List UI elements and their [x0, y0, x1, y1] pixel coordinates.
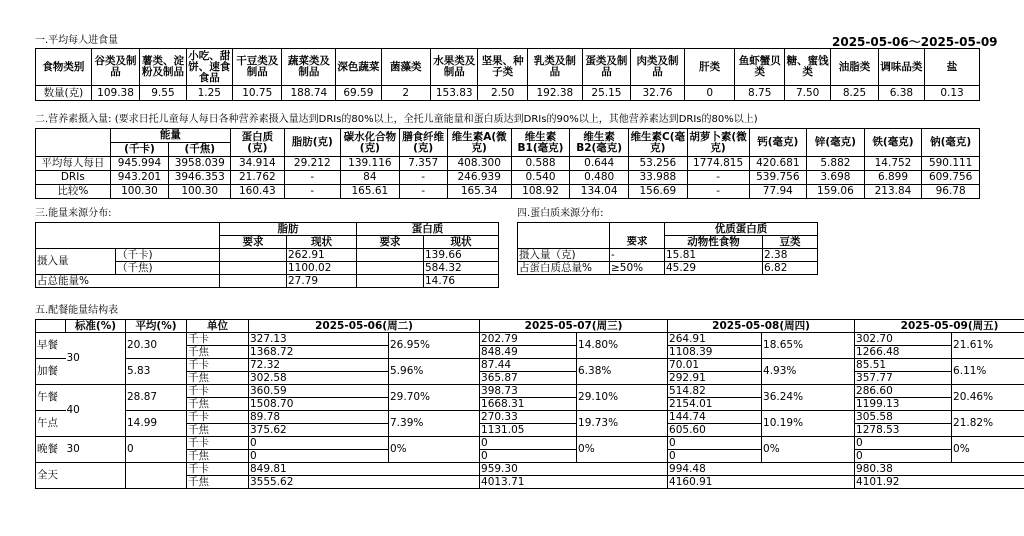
nutrient-value: 0.644 — [570, 157, 629, 171]
nutrient-value: 539.756 — [749, 171, 807, 185]
unit-kcal: 千卡 — [187, 333, 249, 346]
nutrient-value: 53.256 — [629, 157, 688, 171]
kj-header: (千焦) — [169, 143, 231, 157]
food-category-header: 盐 — [925, 49, 980, 86]
fat-percent: 27.79 — [287, 275, 357, 288]
meal-kcal-value: 286.60 — [855, 385, 952, 398]
nutrient-value: 0.540 — [511, 171, 570, 185]
unit-kj: 千焦 — [187, 424, 249, 437]
protein-source-title: 四.蛋白质来源分布: — [517, 208, 604, 219]
meal-percent: 18.65% — [762, 333, 855, 359]
unit-kj: 千焦 — [187, 476, 249, 489]
protein-kcal: 139.66 — [424, 249, 499, 262]
table-row — [36, 333, 1024, 346]
nutrient-row-label: 平均每人每日 — [36, 157, 111, 171]
food-value: 2 — [381, 86, 431, 101]
food-category-header: 蔬菜类及制品 — [282, 49, 336, 86]
food-col-header: 食物类别 — [36, 49, 92, 86]
meal-kcal-value: 87.44 — [480, 359, 577, 372]
nutrient-value: 21.762 — [231, 171, 284, 185]
food-row-label: 数量(克) — [36, 86, 92, 101]
unit-header: 单位 — [187, 320, 249, 333]
nutrient-value: 100.30 — [169, 185, 231, 199]
food-category-header: 谷类及制品 — [91, 49, 139, 86]
meal-kcal-value: 85.51 — [855, 359, 952, 372]
food-value: 153.83 — [431, 86, 478, 101]
food-value: 7.50 — [784, 86, 830, 101]
protein-intake-bean: 2.38 — [763, 249, 818, 262]
nutrient-value: 160.43 — [231, 185, 284, 199]
protein-req-header: 要求 — [357, 236, 424, 249]
nutrient-header: 维生素B1(毫克) — [511, 129, 570, 157]
food-value: 109.38 — [91, 86, 139, 101]
empty-cell — [126, 463, 187, 489]
meal-kj-value: 292.91 — [668, 372, 762, 385]
nutrient-header: 维生素B2(毫克) — [570, 129, 629, 157]
nutrient-value: 139.116 — [341, 157, 400, 171]
food-value: 0 — [684, 86, 735, 101]
food-value: 188.74 — [282, 86, 336, 101]
meal-kcal-value: 144.74 — [668, 411, 762, 424]
table-row — [36, 320, 1024, 333]
nutrient-value: 156.69 — [629, 185, 688, 199]
nutrient-header: 铁(毫克) — [864, 129, 922, 157]
meal-kj-value: 1668.31 — [480, 398, 577, 411]
food-value: 8.25 — [831, 86, 878, 101]
nutrient-value: 420.681 — [749, 157, 807, 171]
meal-name: 午点 — [36, 411, 66, 437]
food-value: 0.13 — [925, 86, 980, 101]
nutrient-value: 134.04 — [570, 185, 629, 199]
food-category-header: 干豆类及制品 — [232, 49, 282, 86]
food-value: 69.59 — [336, 86, 381, 101]
total-kj: 4101.92 — [855, 476, 1024, 489]
table-row — [36, 157, 980, 171]
nutrient-value: 5.882 — [807, 157, 865, 171]
nutrient-value: 1774.815 — [687, 157, 749, 171]
food-category-header: 肉类及制品 — [631, 49, 685, 86]
meal-kcal-value: 360.59 — [249, 385, 389, 398]
nutrient-header: 胡萝卜素(微克) — [687, 129, 749, 157]
meal-kcal-value: 0 — [855, 437, 952, 450]
nutrient-row-label: 比较% — [36, 185, 111, 199]
nutrient-header: 碳水化合物(克) — [341, 129, 400, 157]
meal-kj-value: 0 — [668, 450, 762, 463]
nutrient-header: 锌(毫克) — [807, 129, 865, 157]
meal-name: 午餐 — [36, 385, 66, 411]
meal-percent: 29.70% — [389, 385, 480, 411]
meal-kj-value: 302.58 — [249, 372, 389, 385]
food-value: 32.76 — [631, 86, 685, 101]
meal-kcal-value: 398.73 — [480, 385, 577, 398]
nutrient-value: - — [687, 171, 749, 185]
meal-kj-value: 0 — [480, 450, 577, 463]
meal-standard: 30 — [66, 437, 126, 463]
nutrient-value: 159.06 — [807, 185, 865, 199]
nutrient-value: 165.61 — [341, 185, 400, 199]
meal-kcal-value: 89.78 — [249, 411, 389, 424]
food-category-header: 水果类及制品 — [431, 49, 478, 86]
food-category-header: 菌藻类 — [381, 49, 431, 86]
unit-kj: 千焦 — [187, 346, 249, 359]
unit-kcal: 千卡 — [187, 359, 249, 372]
meal-percent: 7.39% — [389, 411, 480, 437]
percent-label: 占总能量% — [36, 275, 220, 288]
nutrient-value: 3.698 — [807, 171, 865, 185]
food-intake-table — [35, 48, 980, 101]
nutrient-value: - — [284, 171, 341, 185]
meal-kj-value: 1131.05 — [480, 424, 577, 437]
nutrient-value: 84 — [341, 171, 400, 185]
meal-kj-value: 0 — [855, 450, 952, 463]
meal-kcal-value: 270.33 — [480, 411, 577, 424]
meal-percent: 4.93% — [762, 359, 855, 385]
unit-kj: 千焦 — [187, 372, 249, 385]
meal-percent: 36.24% — [762, 385, 855, 411]
fat-header: 脂肪 — [220, 223, 357, 236]
nutrient-value: 0.588 — [511, 157, 570, 171]
food-category-header: 蛋类及制品 — [582, 49, 630, 86]
table-row — [36, 463, 1024, 476]
protein-intake-label: 摄入量（克) — [518, 249, 610, 262]
total-kj: 3555.62 — [249, 476, 480, 489]
meal-kj-value: 1368.72 — [249, 346, 389, 359]
protein-ratio-label: 占蛋白质总量% — [518, 262, 610, 275]
table-row — [36, 411, 1024, 424]
nutrient-value: 3946.353 — [169, 171, 231, 185]
meal-percent: 0% — [389, 437, 480, 463]
unit-kcal: 千卡 — [187, 385, 249, 398]
meals-title: 五.配餐能量结构表 — [35, 305, 119, 316]
nutrient-value: 7.357 — [399, 157, 447, 171]
nutrient-header: 膳食纤维(克) — [399, 129, 447, 157]
empty-corner — [36, 143, 111, 157]
table-row — [36, 385, 1024, 398]
meal-energy-table — [35, 319, 1024, 489]
meal-percent: 6.38% — [577, 359, 668, 385]
food-category-header: 深色蔬菜 — [336, 49, 381, 86]
meal-percent: 0% — [762, 437, 855, 463]
section1-title: 一.平均每人进食量 — [35, 35, 119, 46]
fat-kcal: 262.91 — [287, 249, 357, 262]
nutrient-value: 77.94 — [749, 185, 807, 199]
food-category-header: 小吃、甜饼、速食食品 — [186, 49, 232, 86]
nutrient-header: 维生素A(微克) — [447, 129, 511, 157]
nutrient-value: 14.752 — [864, 157, 922, 171]
meal-kj-value: 1199.13 — [855, 398, 952, 411]
nutrient-value: 165.34 — [447, 185, 511, 199]
meal-kj-value: 357.77 — [855, 372, 952, 385]
protein-intake-animal: 15.81 — [665, 249, 763, 262]
food-category-header: 薯类、淀粉及制品 — [140, 49, 186, 86]
unit-kcal: 千卡 — [187, 411, 249, 424]
food-value: 1.25 — [186, 86, 232, 101]
meal-kj-value: 375.62 — [249, 424, 389, 437]
table-row — [36, 171, 980, 185]
nutrient-header: 脂肪(克) — [284, 129, 341, 157]
nutrient-value: 6.899 — [864, 171, 922, 185]
meal-standard: 40 — [66, 385, 126, 437]
nutrient-value: 246.939 — [447, 171, 511, 185]
date-header: 2025-05-06(周二) — [249, 320, 480, 333]
nutrient-header: 钠(毫克) — [922, 129, 980, 157]
quality-protein-header: 优质蛋白质 — [665, 223, 818, 236]
energy-source-title: 三.能量来源分布: — [35, 208, 112, 219]
food-value: 25.15 — [582, 86, 630, 101]
date-header: 2025-05-07(周三) — [480, 320, 668, 333]
meal-percent: 10.19% — [762, 411, 855, 437]
nutrient-header: 维生素C(毫克) — [629, 129, 688, 157]
meal-standard: 30 — [66, 333, 126, 385]
meal-percent: 26.95% — [389, 333, 480, 359]
empty-corner — [36, 129, 111, 143]
nutrient-value: 943.201 — [110, 171, 169, 185]
meal-kcal-value: 264.91 — [668, 333, 762, 346]
kj-label: （千焦) — [116, 262, 220, 275]
fat-kj: 1100.02 — [287, 262, 357, 275]
nutrient-row-label: DRIs — [36, 171, 111, 185]
meal-kj-value: 848.49 — [480, 346, 577, 359]
protein-header: 蛋白质 — [357, 223, 499, 236]
meal-kj-value: 2154.01 — [668, 398, 762, 411]
meal-kcal-value: 327.13 — [249, 333, 389, 346]
food-value: 9.55 — [140, 86, 186, 101]
date-header: 2025-05-08(周四) — [668, 320, 855, 333]
meal-kj-value: 1278.53 — [855, 424, 952, 437]
meal-kcal-value: 514.82 — [668, 385, 762, 398]
total-kj: 4013.71 — [480, 476, 668, 489]
meal-average: 0 — [126, 437, 187, 463]
total-kcal: 994.48 — [668, 463, 855, 476]
meal-percent: 0% — [952, 437, 1024, 463]
meal-kj-value: 1508.70 — [249, 398, 389, 411]
avg-header: 平均(%) — [126, 320, 187, 333]
empty-corner — [36, 320, 66, 333]
food-category-header: 鱼虾蟹贝类 — [735, 49, 785, 86]
meal-kj-value: 365.87 — [480, 372, 577, 385]
meal-kcal-value: 70.01 — [668, 359, 762, 372]
food-category-header: 糖、蜜饯类 — [784, 49, 830, 86]
food-category-header: 乳类及制品 — [527, 49, 582, 86]
nutrient-value: 590.111 — [922, 157, 980, 171]
food-value: 2.50 — [478, 86, 528, 101]
meal-percent: 29.10% — [577, 385, 668, 411]
table-row — [36, 86, 980, 101]
food-value: 8.75 — [735, 86, 785, 101]
fat-actual-header: 现状 — [287, 236, 357, 249]
food-value: 192.38 — [527, 86, 582, 101]
energy-header: 能量 — [110, 129, 231, 143]
protein-source-table — [517, 222, 818, 275]
meal-percent: 0% — [577, 437, 668, 463]
nutrient-value: 33.988 — [629, 171, 688, 185]
nutrient-table — [35, 128, 980, 199]
total-kcal: 980.38 — [855, 463, 1024, 476]
meal-percent: 19.73% — [577, 411, 668, 437]
food-category-header: 油脂类 — [831, 49, 878, 86]
nutrient-value: 3958.039 — [169, 157, 231, 171]
food-value: 6.38 — [878, 86, 924, 101]
meal-kj-value: 1266.48 — [855, 346, 952, 359]
std-header: 标准(%) — [66, 320, 126, 333]
protein-percent: 14.76 — [424, 275, 499, 288]
meal-percent: 21.61% — [952, 333, 1024, 359]
unit-kcal: 千卡 — [187, 463, 249, 476]
nutrient-value: 408.300 — [447, 157, 511, 171]
nutrient-value: 96.78 — [922, 185, 980, 199]
meal-average: 28.87 — [126, 385, 187, 411]
nutrient-value: - — [284, 185, 341, 199]
meal-percent: 6.11% — [952, 359, 1024, 385]
total-kcal: 959.30 — [480, 463, 668, 476]
nutrient-value: 100.30 — [110, 185, 169, 199]
nutrient-value: 34.914 — [231, 157, 284, 171]
meal-name: 晚餐 — [36, 437, 66, 463]
meal-average: 20.30 — [126, 333, 187, 359]
meal-kj-value: 1108.39 — [668, 346, 762, 359]
table-row — [36, 49, 980, 86]
protein-req-header: 要求 — [610, 236, 665, 249]
unit-kj: 千焦 — [187, 398, 249, 411]
kcal-header: (千卡) — [110, 143, 169, 157]
nutrient-value: 609.756 — [922, 171, 980, 185]
meal-name: 加餐 — [36, 359, 66, 385]
date-range: 2025-05-06～2025-05-09 — [832, 35, 998, 49]
intake-label: 摄入量 — [36, 249, 116, 275]
protein-actual-header: 现状 — [424, 236, 499, 249]
protein-ratio-bean: 6.82 — [763, 262, 818, 275]
nutrient-value: - — [399, 185, 447, 199]
nutrient-value: 0.480 — [570, 171, 629, 185]
table-row — [36, 437, 1024, 450]
table-row — [36, 185, 980, 199]
meal-kcal-value: 302.70 — [855, 333, 952, 346]
nutrient-value: 213.84 — [864, 185, 922, 199]
total-label: 全天 — [36, 463, 126, 489]
nutrient-value: - — [687, 185, 749, 199]
meal-kcal-value: 202.79 — [480, 333, 577, 346]
nutrient-value: 29.212 — [284, 157, 341, 171]
nutrient-header: 蛋白质(克) — [231, 129, 284, 157]
unit-kj: 千焦 — [187, 450, 249, 463]
bean-header: 豆类 — [763, 236, 818, 249]
food-value: 10.75 — [232, 86, 282, 101]
food-category-header: 坚果、种子类 — [478, 49, 528, 86]
meal-percent: 20.46% — [952, 385, 1024, 411]
energy-source-table — [35, 222, 499, 288]
nutrient-value: 945.994 — [110, 157, 169, 171]
nutrient-header: 钙(毫克) — [749, 129, 807, 157]
meal-kcal-value: 0 — [249, 437, 389, 450]
meal-kj-value: 605.60 — [668, 424, 762, 437]
nutrient-value: 108.92 — [511, 185, 570, 199]
meal-kcal-value: 0 — [668, 437, 762, 450]
food-category-header: 肝类 — [684, 49, 735, 86]
table-row — [36, 129, 980, 143]
total-kj: 4160.91 — [668, 476, 855, 489]
animal-food-header: 动物性食物 — [665, 236, 763, 249]
meal-average: 5.83 — [126, 359, 187, 385]
nutrient-value: - — [399, 171, 447, 185]
protein-kj: 584.32 — [424, 262, 499, 275]
meal-percent: 21.82% — [952, 411, 1024, 437]
protein-intake-req: - — [610, 249, 665, 262]
nutrients-title: 二.营养素摄入量: (要求日托儿童每人每日各种营养素摄入量达到DRIs的80%以上，全托儿童能量和蛋白质达到DRIs的90%以上，其他营养素达到DRIs的80%以上) — [35, 114, 758, 125]
protein-ratio-req: ≥50% — [610, 262, 665, 275]
meal-kcal-value: 0 — [480, 437, 577, 450]
meal-kcal-value: 72.32 — [249, 359, 389, 372]
meal-name: 早餐 — [36, 333, 66, 359]
meal-average: 14.99 — [126, 411, 187, 437]
meal-percent: 14.80% — [577, 333, 668, 359]
total-kcal: 849.81 — [249, 463, 480, 476]
table-row — [36, 359, 1024, 372]
fat-req-header: 要求 — [220, 236, 287, 249]
food-category-header: 调味品类 — [878, 49, 924, 86]
meal-percent: 5.96% — [389, 359, 480, 385]
protein-ratio-animal: 45.29 — [665, 262, 763, 275]
date-header: 2025-05-09(周五) — [855, 320, 1024, 333]
unit-kcal: 千卡 — [187, 437, 249, 450]
meal-kj-value: 0 — [249, 450, 389, 463]
kcal-label: （千卡) — [116, 249, 220, 262]
meal-kcal-value: 305.58 — [855, 411, 952, 424]
